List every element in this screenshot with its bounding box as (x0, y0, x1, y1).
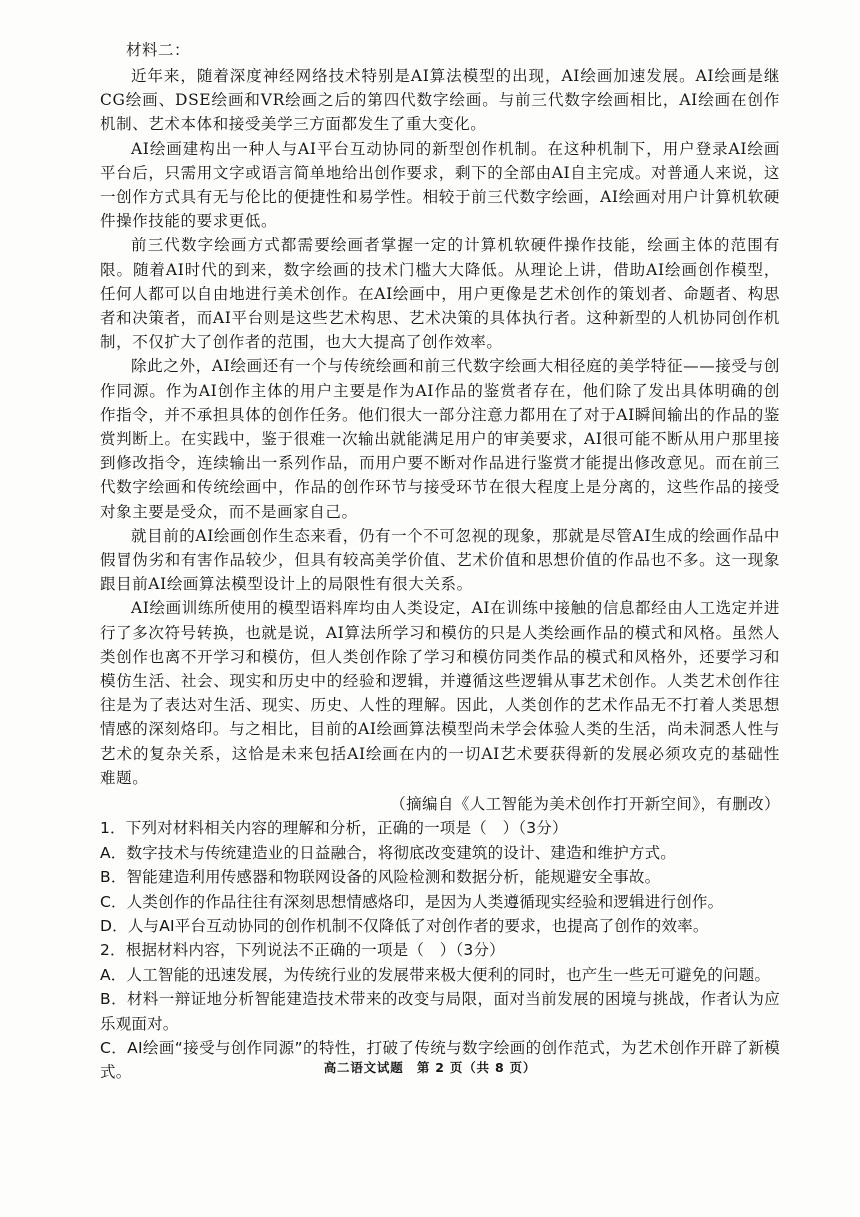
question-stem: 2．根据材料内容，下列说法不正确的一项是（ ）（3分） (100, 941, 505, 960)
option-b: B．智能建造利用传感器和物联网设备的风险检测和数据分析，能规避安全事故。 (100, 868, 661, 887)
paragraph: 就目前的AI绘画创作生态来看，仍有一个不可忽视的现象，那就是尽管AI生成的绘画作品中假冒伪劣和有害作品较少，但具有较高美学价值、艺术价值和思想价值的作品也不多。这一现象跟目前AI绘画算法模型设计上的局限性有很大关系。 (100, 526, 780, 594)
option-c: C．人类创作的作品往往有深刻思想情感烙印，是因为人类遵循现实经验和逻辑进行创作。 (100, 892, 724, 911)
paragraph: 除此之外，AI绘画还有一个与传统绘画和前三代数字绘画大相径庭的美学特征——接受与创作同源。作为AI创作主体的用户主要是作为AI作品的鉴赏者存在，他们除了发出具体明确的创作指令，并不承担具体的创作任务。他们很大一部分注意力都用在了对于AI瞬间输出的作品的鉴赏判断上。在实践中，鉴于很难一次输出就能满足用户的审美要求，AI很可能不断从用户那里接到修改指令，连续输出一系列作品，而用户要不断对作品进行鉴赏才能提出修改意见。而在前三代数字绘画和传统绘画中，作品的创作环节与接受环节在很大程度上是分离的，这些作品的接受对象主要是受众，而不是画家自己。 (100, 357, 780, 521)
paragraph: AI绘画建构出一种人与AI平台互动协同的新型创作机制。在这种机制下，用户登录AI绘画平台后，只需用文字或语言简单地给出创作要求，剩下的全部由AI自主完成。对普通人来说，这一创作方式具有无与伦比的便捷性和易学性。相较于前三代数字绘画，AI绘画对用户计算机软硬件操作技能的要求更低。 (100, 139, 780, 231)
paragraph: AI绘画训练所使用的模型语料库均由人类设定，AI在训练中接触的信息都经由人工选定并进行了多次符号转换，也就是说，AI算法所学习和模仿的只是人类绘画作品的模式和风格。虽然人类创作也离不开学习和模仿，但人类创作除了学习和模仿同类作品的模式和风格外，还要学习和模仿生活、社会、现实和历史中的经验和逻辑，并遵循这些逻辑从事艺术创作。人类艺术创作往往是为了表达对生活、现实、历史、人性的理解。因此，人类创作的艺术作品无不打着人类思想情感的深刻烙印。与之相比，目前的AI绘画算法模型尚未学会体验人类的生活，尚未洞悉人性与艺术的复杂关系，这恰是未来包括AI绘画在内的一切AI艺术要获得新的发展必须攻克的基础性难题。 (100, 599, 780, 787)
option-a: A．人工智能的迅速发展，为传统行业的发展带来极大便利的同时，也产生一些无可避免的问题。 (100, 965, 771, 984)
question-list (100, 816, 780, 1084)
option-a: A．数字技术与传统建造业的日益融合，将彻底改变建筑的设计、建造和维护方式。 (100, 843, 677, 862)
source-citation: （摘编自《人工智能为美术创作打开新空间》，有删改） (390, 795, 780, 814)
option-c: C．AI绘画“接受与创作同源”的特性，打破了传统与数字绘画的创作范式，为艺术创作开辟了新模式。 (100, 1038, 780, 1082)
page-footer: 高二语文试题 第 2 页（共 8 页） (323, 1060, 537, 1075)
option-d: D．人与AI平台互动协同的创作机制不仅降低了对创作者的要求，也提高了创作的效率。 (100, 916, 709, 935)
page-content (100, 38, 780, 1085)
question-stem: 1．下列对材料相关内容的理解和分析，正确的一项是（ ）（3分） (100, 819, 568, 838)
paragraph: 近年来，随着深度神经网络技术特别是AI算法模型的出现，AI绘画加速发展。AI绘画是继CG绘画、DSE绘画和VR绘画之后的第四代数字绘画。与前三代数字绘画相比，AI绘画在创作机制、艺术本体和接受美学三方面都发生了重大变化。 (100, 67, 780, 134)
option-b: B．材料一辩证地分析智能建造技术带来的改变与局限，面对当前发展的困境与挑战，作者认为应乐观面对。 (100, 990, 780, 1033)
material-body (100, 64, 780, 790)
paragraph: 前三代数字绘画方式都需要绘画者掌握一定的计算机软硬件操作技能，绘画主体的范围有限。随着AI时代的到来，数字绘画的技术门槛大大降低。从理论上讲，借助AI绘画创作模型，任何人都可以自由地进行美术创作。在AI绘画中，用户更像是艺术创作的策划者、命题者、构思者和决策者，而AI平台则是这些艺术构思、艺术决策的具体执行者。这种新型的人机协同创作机制，不仅扩大了创作者的范围，也大大提高了创作效率。 (100, 236, 780, 352)
material-heading: 材料二： (126, 41, 191, 59)
question-1 (100, 816, 780, 938)
